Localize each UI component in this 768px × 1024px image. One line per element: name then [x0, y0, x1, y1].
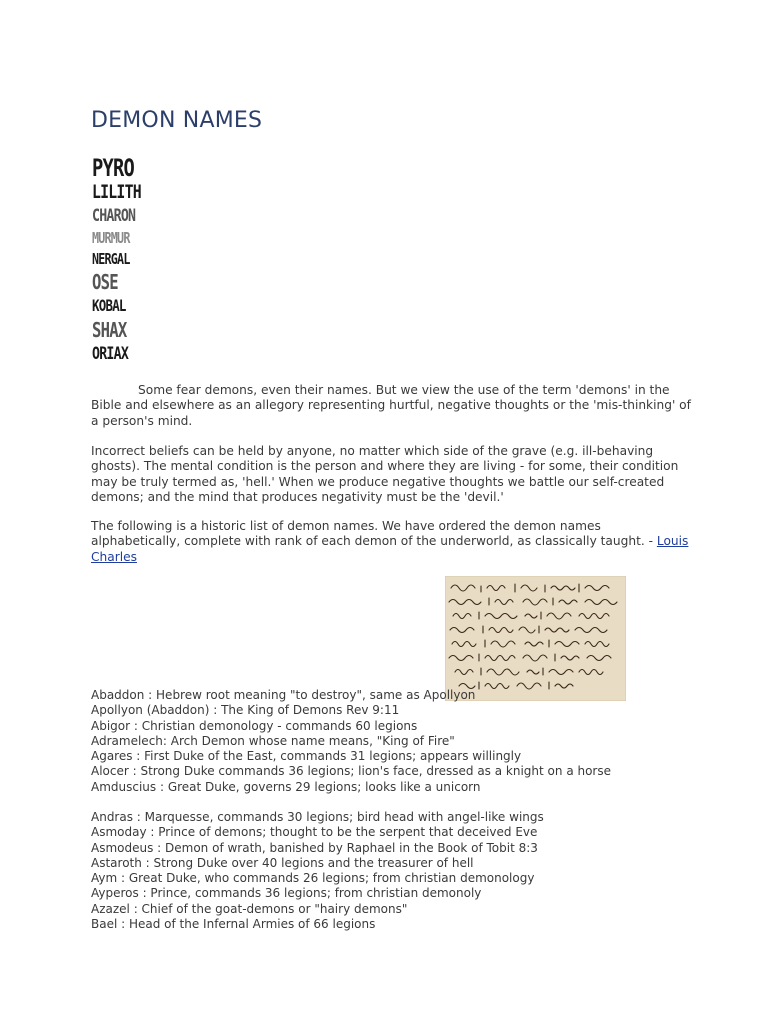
demon-list-a: [91, 688, 611, 795]
list-item: Ayperos : Prince, commands 36 legions; from christian demonoly: [91, 886, 482, 901]
list-item: Amduscius : Great Duke, governs 29 legions; looks like a unicorn: [91, 779, 481, 794]
list-item: Apollyon (Abaddon) : The King of Demons Rev 9:11: [91, 703, 400, 718]
list-item: Andras : Marquesse, commands 30 legions; bird head with angel-like wings: [91, 810, 544, 824]
list-item: Adramelech: Arch Demon whose name means, "King of Fire": [91, 733, 455, 748]
list-intro-text: The following is a historic list of demon names. We have ordered the demon names alphabetically, complete with rank of each demon of the underworld, as classically taught. -: [91, 519, 654, 549]
logo-ose: OSE: [92, 270, 118, 294]
list-item: Agares : First Duke of the East, commands 31 legions; appears willingly: [91, 749, 522, 764]
logo-murmur: MURMUR: [92, 228, 130, 247]
list-intro-paragraph: [91, 519, 691, 565]
list-item: Abigor : Christian demonology - commands 60 legions: [91, 718, 418, 733]
list-item: Aym : Great Duke, who commands 26 legions; from christian demonology: [91, 871, 535, 886]
beliefs-paragraph: Incorrect beliefs can be held by anyone, no matter which side of the grave (e.g. ill-behaving ghosts). The mental condition is the person and where they are living - for some, their condition may be truly termed as, 'hell.' When we produce negative thoughts we battle our self-created demons; and the mind that produces negativity must be the 'devil.': [91, 444, 679, 504]
intro-paragraph-text: Some fear demons, even their names. But we view the use of the term 'demons' in the Bible and elsewhere as an allegory representing hurtful, negative thoughts or the 'mis-thinking' of a person's mind.: [91, 383, 691, 428]
list-item: Bael : Head of the Infernal Armies of 66 legions: [91, 917, 376, 932]
logo-nergal: NERGAL: [92, 249, 130, 268]
logo-oriax: ORIAX: [92, 343, 129, 364]
list-item: Asmoday : Prince of demons; thought to be the serpent that deceived Eve: [91, 825, 538, 840]
page-title: DEMON NAMES: [91, 108, 263, 133]
list-item: Abaddon : Hebrew root meaning "to destroy", same as Apollyon: [91, 688, 476, 702]
logo-charon: CHARON: [92, 205, 136, 226]
list-item: Astaroth : Strong Duke over 40 legions and the treasurer of hell: [91, 855, 474, 870]
demon-list-b: [91, 810, 544, 932]
demon-name-logos: [92, 156, 152, 366]
logo-shax: SHAX: [92, 318, 127, 342]
manuscript-image: [445, 576, 626, 701]
list-item: Azazel : Chief of the goat-demons or "hairy demons": [91, 901, 408, 916]
author-link[interactable]: Louis Charles: [91, 534, 689, 564]
list-item: Alocer : Strong Duke commands 36 legions; lion's face, dressed as a knight on a horse: [91, 764, 611, 779]
logo-pyro: PYRO: [92, 154, 134, 182]
list-item: Asmodeus : Demon of wrath, banished by Raphael in the Book of Tobit 8:3: [91, 840, 538, 855]
logo-lilith: LILITH: [92, 180, 141, 203]
intro-paragraph: [91, 383, 691, 429]
logo-kobal: KOBAL: [92, 296, 126, 315]
